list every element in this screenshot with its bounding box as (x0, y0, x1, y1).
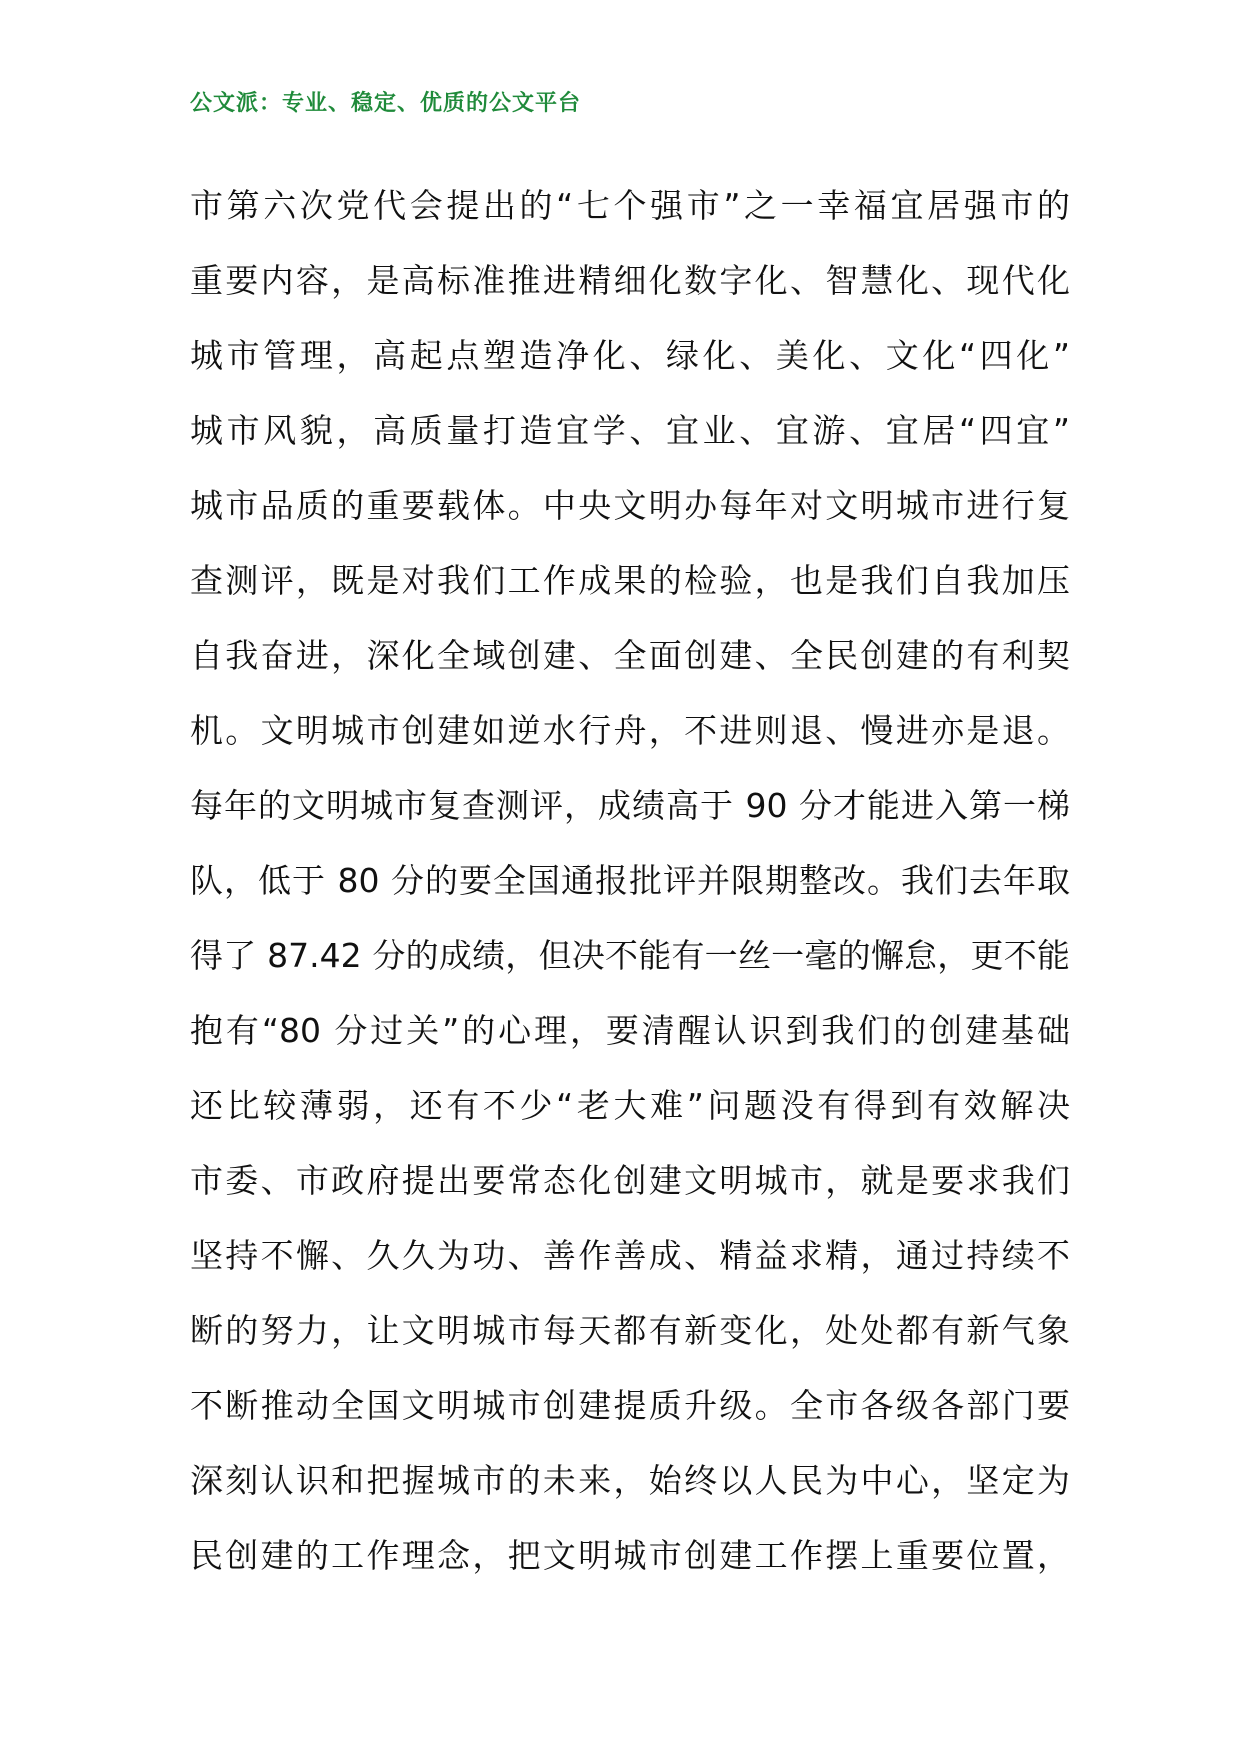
text-line: 城市品质的重要载体。中央文明办每年对文明城市进行复 (190, 486, 1070, 525)
text-line: 查测评，既是对我们工作成果的检验，也是我们自我加压 (190, 561, 1070, 600)
text-line: 不断推动全国文明城市创建提质升级。全市各级各部门要 (190, 1386, 1070, 1425)
text-line: 抱有“80 分过关”的心理，要清醒认识到我们的创建基础 (190, 1011, 1070, 1050)
text-line: 深刻认识和把握城市的未来，始终以人民为中心，坚定为 (190, 1461, 1070, 1500)
document-body (190, 168, 1070, 1593)
text-line: 城市管理，高起点塑造净化、绿化、美化、文化“四化” (190, 336, 1070, 375)
text-line: 机。文明城市创建如逆水行舟，不进则退、慢进亦是退。 (190, 711, 1070, 750)
text-line: 每年的文明城市复查测评，成绩高于 90 分才能进入第一梯 (190, 786, 1070, 825)
text-line: 民创建的工作理念，把文明城市创建工作摆上重要位置， (190, 1536, 1070, 1575)
text-line: 重要内容，是高标准推进精细化数字化、智慧化、现代化 (190, 261, 1070, 300)
text-line: 断的努力，让文明城市每天都有新变化，处处都有新气象 (190, 1311, 1070, 1350)
text-line: 得了 87.42 分的成绩，但决不能有一丝一毫的懈怠，更不能 (190, 936, 1070, 975)
text-line: 队，低于 80 分的要全国通报批评并限期整改。我们去年取 (190, 861, 1070, 900)
text-line: 坚持不懈、久久为功、善作善成、精益求精，通过持续不 (190, 1236, 1070, 1275)
header-title: 公文派：专业、稳定、优质的公文平台 (190, 91, 582, 116)
text-line: 市第六次党代会提出的“七个强市”之一幸福宜居强市的 (190, 186, 1070, 225)
text-line: 还比较薄弱，还有不少“老大难”问题没有得到有效解决 (190, 1086, 1070, 1125)
text-line: 市委、市政府提出要常态化创建文明城市，就是要求我们 (190, 1161, 1070, 1200)
text-line: 自我奋进，深化全域创建、全面创建、全民创建的有利契 (190, 636, 1070, 675)
text-line: 城市风貌，高质量打造宜学、宜业、宜游、宜居“四宜” (190, 411, 1070, 450)
